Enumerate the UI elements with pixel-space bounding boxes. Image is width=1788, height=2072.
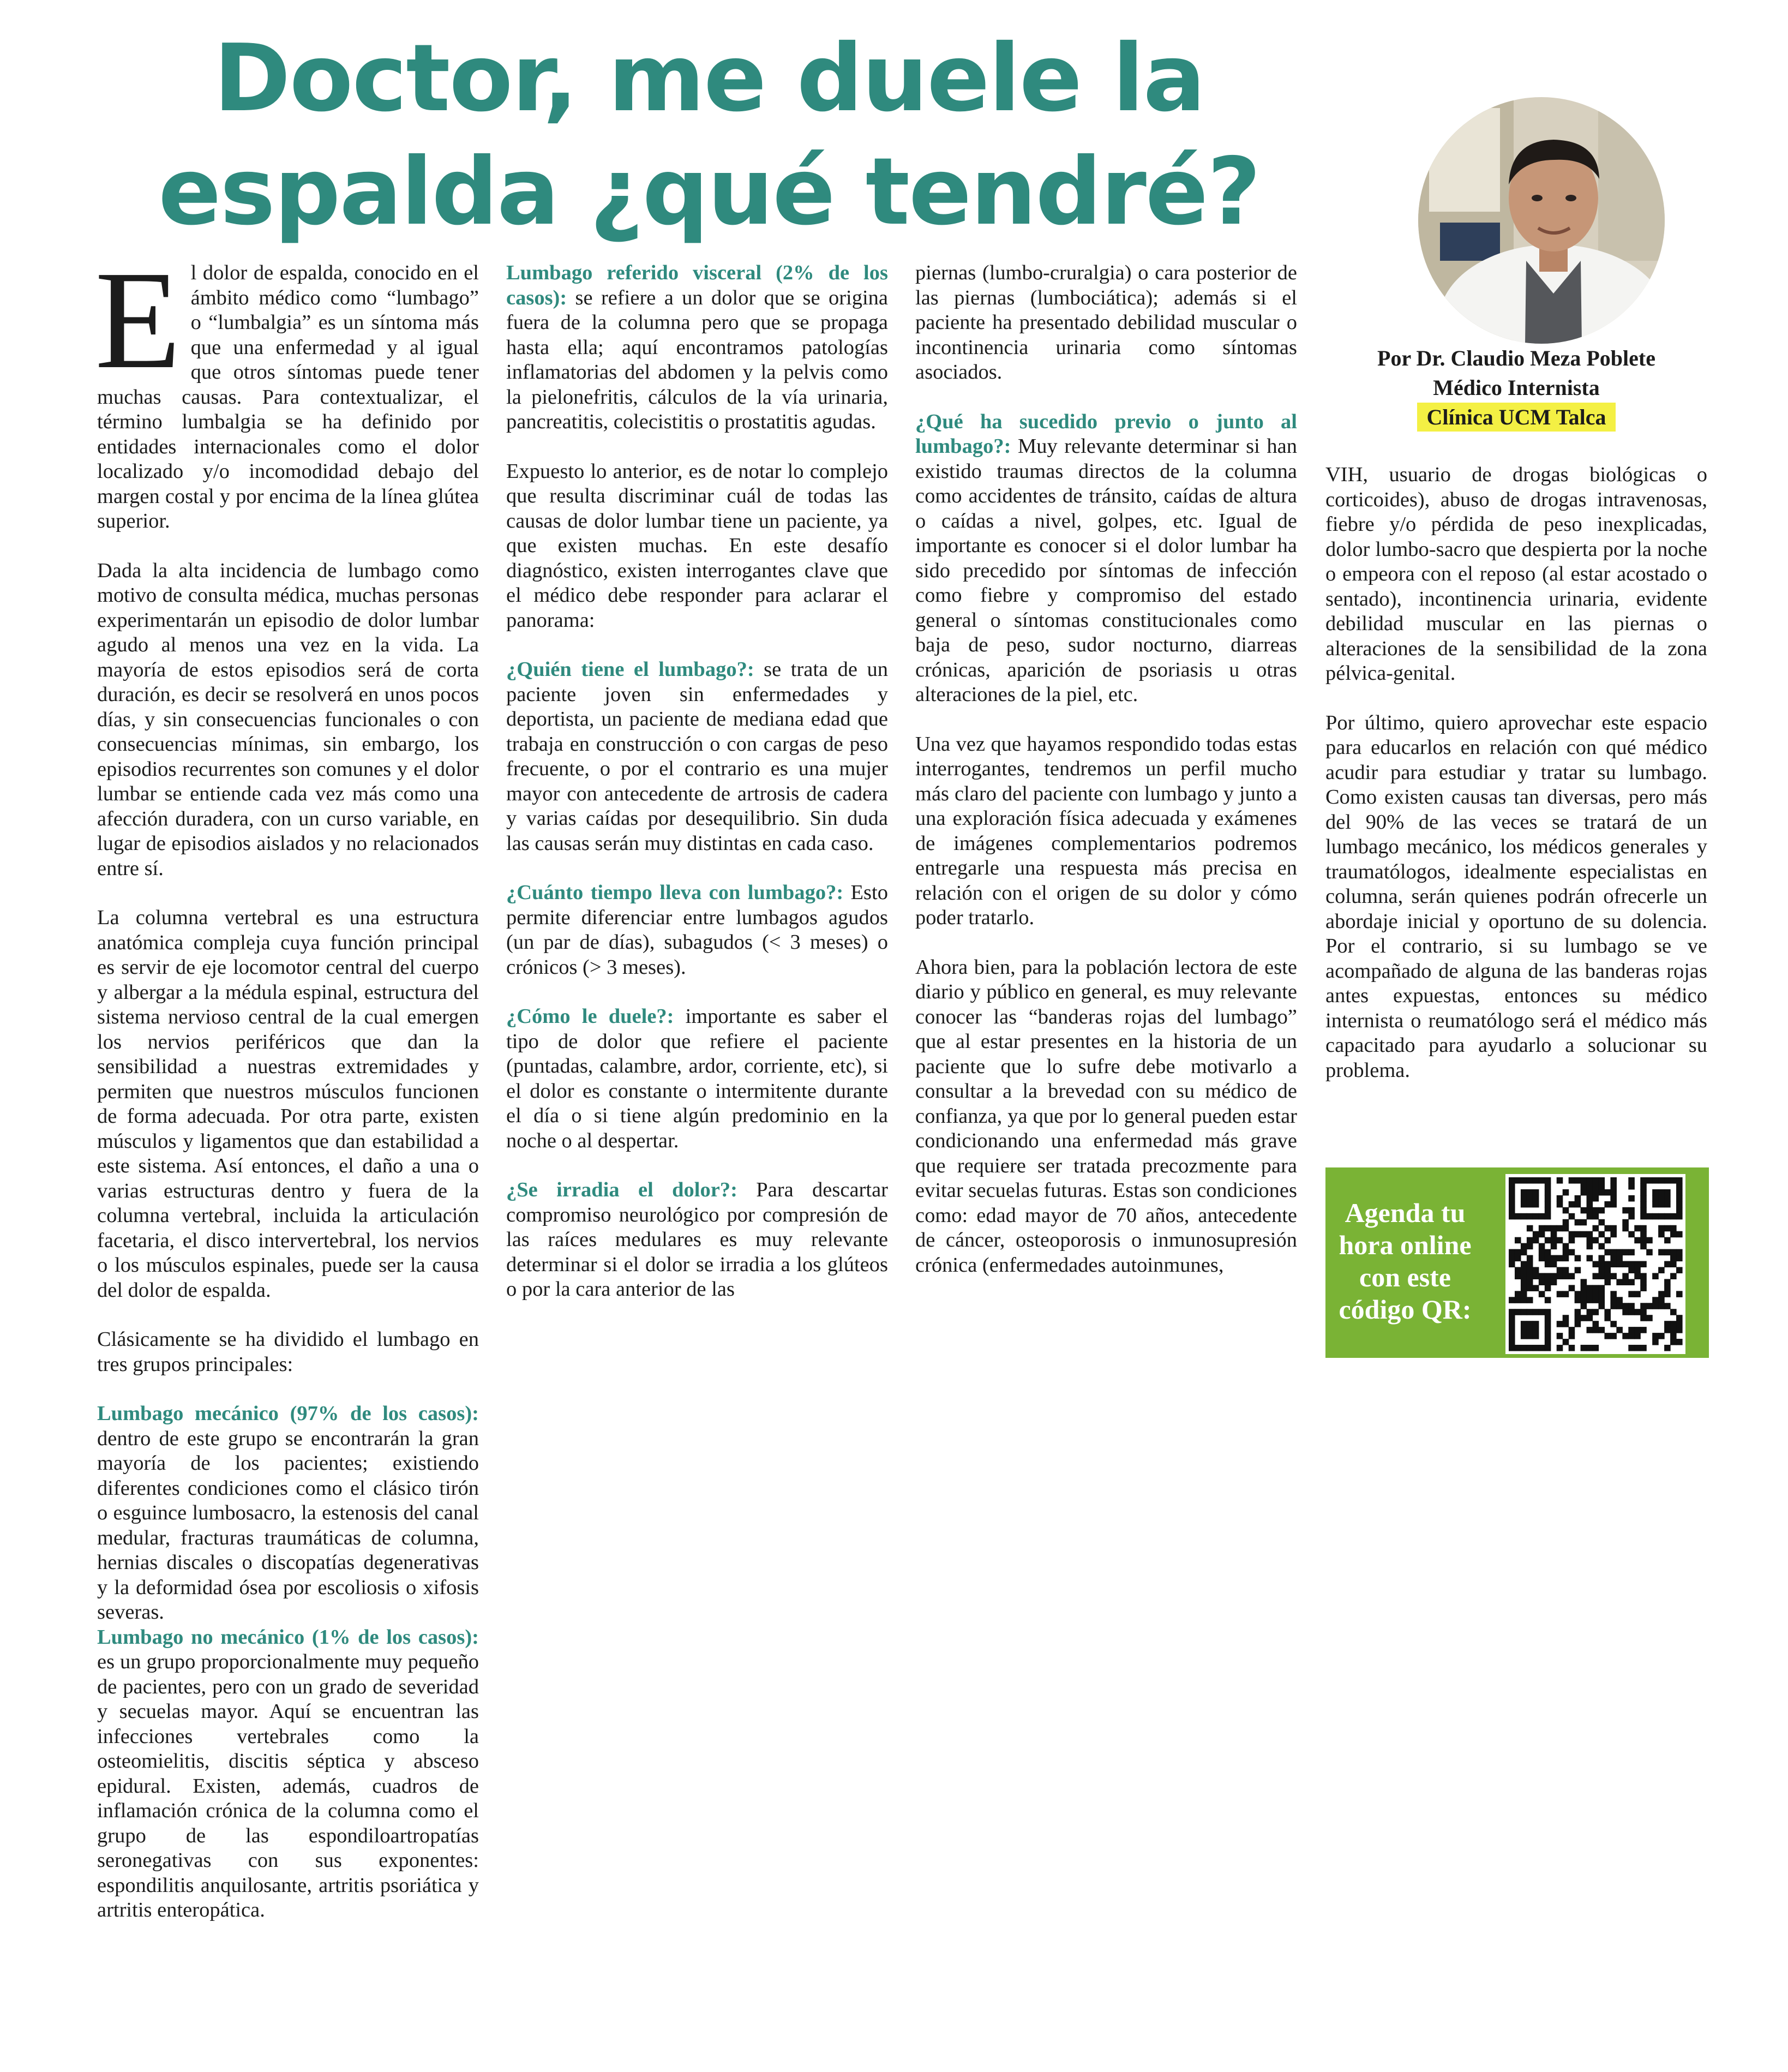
paragraph: ¿Quién tiene el lumbago?: se trata de un paciente joven sin enfermedades y deportista, un paciente de mediana edad que trabaja en construcción o con cargas de peso frecuente, o por el contrario es una mujer mayor con antecedente de artrosis de cadera y varias caídas por desequilibrio. Sin duda las causas serán muy distintas en cada caso. <box>506 658 888 855</box>
paragraph: ¿Qué ha sucedido previo o junto al lumbago?: Muy relevante determinar si han existido traumas directos de la columna como accidentes de tránsito, caídas de altura o caídas a nivel, golpes, etc. Igual de importante es conocer si el dolor lumbar ha sido precedido por síntomas de infección como fiebre y compromiso del estado general o síntomas constitucionales como baja de peso, sudor nocturno, diarreas crónicas, aparición de psoriasis u otras alteraciones de la piel, etc. <box>915 410 1297 706</box>
column-4 <box>1325 463 1707 1107</box>
paragraph: VIH, usuario de drogas biológicas o corticoides), abuso de drogas intravenosas, fiebre y/o pérdida de peso inexplicadas, dolor lumbo-sacro que despierta por la noche o empeora con el reposo (al estar acostado o sentado), incontinencia urinaria, evidente debilidad muscular en las piernas o alteraciones de la sensibilidad de la zona pélvica-genital. <box>1325 463 1707 685</box>
column-3 <box>915 261 1297 1302</box>
clinic-name: Clínica UCM Talca <box>1417 403 1616 432</box>
subheading: ¿Se irradia el dolor?: <box>506 1178 737 1201</box>
column-1 <box>95 242 479 1948</box>
author-name: Por Dr. Claudio Meza Poblete <box>1377 346 1655 370</box>
paragraph: Lumbago referido visceral (2% de los casos): se refiere a un dolor que se origina fuera de la columna pero que se propaga hasta ella; aquí encontramos patologías inflamatorias del abdomen y la pelvis como la pielonefritis, cálculos de la vía urinaria, pancreatitis, colecistitis o prostatitis agudas. <box>506 261 888 433</box>
paragraph: ¿Se irradia el dolor?: Para descartar compromiso neurológico por compresión de las raíces medulares es muy relevante determinar si el dolor se irradia a los glúteos o por la cara anterior de las <box>506 1178 888 1301</box>
qr-code-icon[interactable] <box>1505 1174 1685 1354</box>
paragraph: ¿Cuánto tiempo lleva con lumbago?: Esto permite diferenciar entre lumbagos agudos (un par de días), subagudos (< 3 meses) o crónicos (> 3 meses). <box>506 881 888 979</box>
paragraph: Lumbago mecánico (97% de los casos): dentro de este grupo se encontrarán la gran mayoría de los pacientes; existiendo diferentes condiciones como el clásico tirón o esguince lumbosacro, la estenosis del canal medular, fracturas traumáticas de columna, hernias discales o discopatías degenerativas y la deformidad ósea por escoliosis o xifosis severas. <box>97 1402 479 1624</box>
subheading: ¿Qué ha sucedido previo o junto al lumbago?: <box>915 410 1297 458</box>
subheading: ¿Cuánto tiempo lleva con lumbago?: <box>506 881 844 904</box>
paragraph: Lumbago no mecánico (1% de los casos): es un grupo proporcionalmente muy pequeño de pacientes, pero con un grado de severidad y secuelas mayor. Aquí se encuentran las infecciones vertebrales como la osteomielitis, discitis séptica y absceso epidural. Existen, además, cuadros de inflamación crónica de la columna como el grupo de las espondiloartropatías seronegativas con sus exponentes: espondilitis anquilosante, artritis psoriática y artritis enteropática. <box>97 1625 479 1921</box>
paragraph: Dada la alta incidencia de lumbago como motivo de consulta médica, muchas personas experimentarán un episodio de dolor lumbar agudo al menos una vez en la vida. La mayoría de estos episodios será de corta duración, es decir se resolverá en unos pocos días, y sin consecuencias funcionales o con consecuencias mínimas, sin embargo, los episodios recurrentes son comunes y el dolor lumbar se entiende cada vez más como una afección duradera, con un curso variable, en lugar de episodios aislados y no relacionados entre sí. <box>97 559 479 880</box>
paragraph: Clásicamente se ha dividido el lumbago en tres grupos principales: <box>97 1328 479 1376</box>
paragraph: Expuesto lo anterior, es de notar lo complejo que resulta discriminar cuál de todas las causas de dolor lumbar tiene un paciente, ya que existen muchas. En este desafío diagnóstico, existen interrogantes clave que el médico debe responder para aclarar el panorama: <box>506 459 888 632</box>
column-2 <box>506 261 888 1327</box>
subheading: Lumbago referido visceral (2% de los casos): <box>506 261 888 309</box>
paragraph: El dolor de espalda, conocido en el ámbito médico como “lumbago” o “lumbalgia” es un síntoma más que una enfermedad y al igual que otros síntomas puede tener muchas causas. Para contextualizar, el término lumbalgia se ha definido por entidades internacionales como el dolor localizado y/o incomodidad debajo del margen costal y por encima de la línea glútea superior. <box>95 242 479 532</box>
author-photo <box>1418 97 1665 344</box>
paragraph: Por último, quiero aprovechar este espacio para educarlos en relación con qué médico acudir para estudiar y tratar su lumbago. Como existen causas tan diversas, pero más del 90% de las veces se tratará de un lumbago mecánico, los médicos generales y traumatólogos, idealmente especialistas en columna, serán quienes podrán ofrecerle un abordaje inicial y oportuno de su dolencia. Por el contrario, si su lumbago se ve acompañado de alguna de las banderas rojas antes expuestas, entonces su médico internista o reumatólogo será el médico más capacitado para ayudarlo a solucionar su problema. <box>1325 711 1707 1082</box>
author-role: Médico Internista <box>1433 375 1600 400</box>
article-title: Doctor, me duele la espalda ¿qué tendré? <box>158 25 1260 246</box>
subheading: ¿Cómo le duele?: <box>506 1005 674 1028</box>
subheading: ¿Quién tiene el lumbago?: <box>506 658 754 681</box>
paragraph: ¿Cómo le duele?: importante es saber el tipo de dolor que refiere el paciente (puntadas, calambre, ardor, corriente, etc), si el dolor es constante o intermitente durante el día o si tiene algún predominio en la noche o al despertar. <box>506 1005 888 1152</box>
paragraph: Ahora bien, para la población lectora de este diario y público en general, es muy relevante conocer las “banderas rojas del lumbago” que al estar presentes en la historia de un paciente que lo sufre debe motivarlo a consultar a la brevedad con su médico de confianza, ya que por lo general pueden estar condicionando una enfermedad más grave que requiere ser tratada precozmente para evitar secuelas futuras. Estas son condiciones como: edad mayor de 70 años, antecedente de cáncer, osteoporosis o inmunosupresión crónica (enfermedades autoinmunes, <box>915 955 1297 1277</box>
paragraph: Una vez que hayamos respondido todas estas interrogantes, tendremos un perfil mucho más claro del paciente con lumbago y junto a una exploración física adecuada y exámenes de imágenes complementarios podremos entregarle una respuesta más precisa en relación con el origen de su dolor y cómo poder tratarlo. <box>915 732 1297 929</box>
drop-cap: E <box>95 242 181 398</box>
subheading: Lumbago no mecánico (1% de los casos): <box>97 1625 479 1649</box>
qr-label: Agenda tu hora online con este código QR: <box>1339 1197 1472 1325</box>
subheading: Lumbago mecánico (97% de los casos): <box>97 1402 479 1425</box>
paragraph: La columna vertebral es una estructura anatómica compleja cuya función principal es servir de eje locomotor central del cuerpo y albergar a la médula espinal, estructura del sistema nervioso central de la cual emergen los nervios periféricos que dan la sensibilidad a nuestras extremidades y permiten que nuestros músculos funcionen de forma adecuada. Por otra parte, existen músculos y ligamentos que dan estabilidad a este sistema. Así entonces, el daño a una o varias estructuras dentro y fuera de la columna vertebral, incluida la articulación facetaria, el disco intervertebral, los nervios o los músculos espinales, puede ser la causa del dolor de espalda. <box>97 906 479 1302</box>
qr-box <box>1325 1167 1709 1358</box>
author-byline <box>1325 344 1707 432</box>
paragraph: piernas (lumbo-cruralgia) o cara posterior de las piernas (lumbociática); además si el paciente ha presentado debilidad muscular o incontinencia urinaria como síntomas asociados. <box>915 261 1297 384</box>
author-portrait-icon <box>1418 97 1665 344</box>
